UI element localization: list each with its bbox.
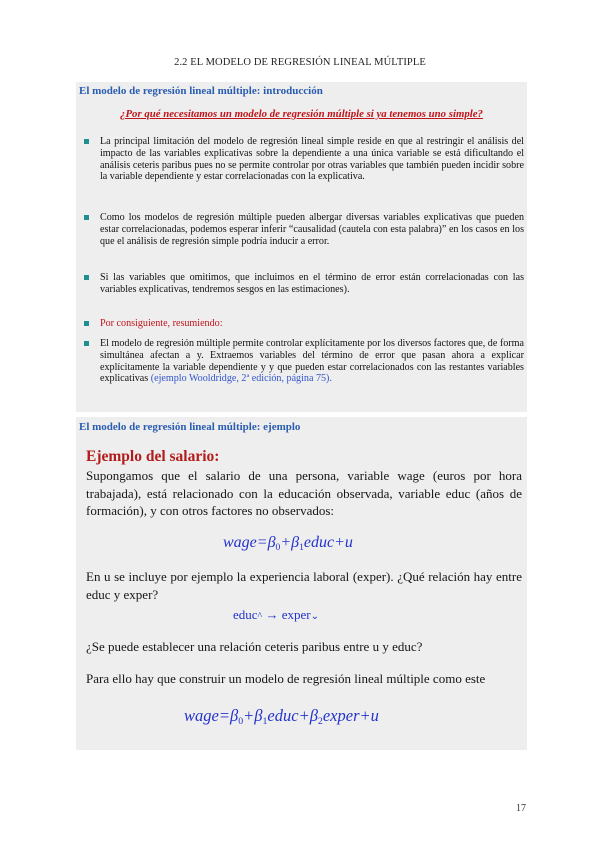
relation-left: educ xyxy=(233,607,258,622)
bullet-item xyxy=(84,272,524,296)
educ-exper-relation xyxy=(233,607,319,623)
bullet-item xyxy=(84,212,524,247)
bullet-square-icon xyxy=(84,321,89,326)
up-arrow-icon: ^ xyxy=(257,611,263,622)
intro-slide xyxy=(76,82,527,412)
multiple-regression-formula: $wage=\beta_0+\beta_1educ+\beta_2exper+u$ xyxy=(184,706,379,727)
bullet-square-icon xyxy=(84,215,89,220)
bullet-text: Por consiguiente, resumiendo: xyxy=(100,318,223,329)
example-title: Ejemplo del salario: xyxy=(86,448,220,465)
example-paragraph: En u se incluye por ejemplo la experiencia laboral (exper). ¿Qué relación hay entre educ y exper? xyxy=(86,569,522,602)
example-paragraph: ¿Se puede establecer una relación ceteris paribus entre u y educ? xyxy=(86,639,423,654)
bullet-main-text: El modelo de regresión múltiple permite controlar explícitamente por los diversos factores que, de forma simultánea afectan a y. Extraemos variables del término de error que pasan ahora a explicar explícitamente la variable dependiente y y que pueden estar correlacionados con las restantes variables explicativas xyxy=(100,338,524,385)
bullet-text: Como los modelos de regresión múltiple pueden albergar diversas variables explicativas que pueden estar correlacionadas, podemos esperar inferir “causalidad (cautela con esta palabra)” en los casos en los que el análisis de regresión simple podría inducir a error. xyxy=(100,212,524,247)
bullet-square-icon xyxy=(84,341,89,346)
bullet-item xyxy=(84,318,524,330)
bullet-text: Si las variables que omitimos, que incluimos en el término de error están correlacionadas con las variables explicativas, tendremos sesgos en las estimaciones). xyxy=(100,272,524,295)
example-paragraph: Para ello hay que construir un modelo de regresión lineal múltiple como este xyxy=(86,671,486,686)
bullet-item xyxy=(84,136,524,183)
example-paragraph: Supongamos que el salario de una persona, variable wage (euros por hora trabajada), está relacionado con la educación observada, variable educ (años de formación), y con otros factores no observados: xyxy=(86,468,522,518)
bullet-square-icon xyxy=(84,275,89,280)
intro-slide-title: El modelo de regresión lineal múltiple: introducción xyxy=(79,85,323,97)
bullet-square-icon xyxy=(84,139,89,144)
intro-question: ¿Por qué necesitamos un modelo de regresión múltiple si ya tenemos uno simple? xyxy=(120,108,483,120)
down-arrow-icon: ⌄ xyxy=(310,611,320,622)
example-slide xyxy=(76,417,527,750)
bullet-item xyxy=(84,338,524,385)
bullet-reference: (ejemplo Wooldridge, 2ª edición, página 75). xyxy=(150,373,332,385)
bullet-text: La principal limitación del modelo de regresión lineal simple reside en que al restringir el análisis del impacto de las variables explicativas sobre la dependiente a una única variable se está dificultando el análisis ceteris paribus pues no se permite controlar por otras variables que también pueden incidir sobre la variable dependiente y estar correlacionadas con la explicativa. xyxy=(100,136,524,183)
page-title: 2.2 EL MODELO DE REGRESIÓN LINEAL MÚLTIPLE xyxy=(174,57,426,68)
relation-right: exper xyxy=(281,607,311,622)
bullet-text xyxy=(100,338,524,385)
relation-arrow: → xyxy=(265,607,279,622)
simple-regression-formula: $wage=\beta_0+\beta_1educ+u$ xyxy=(223,534,353,553)
example-slide-title: El modelo de regresión lineal múltiple: ejemplo xyxy=(79,421,301,433)
page-number: 17 xyxy=(516,803,526,814)
